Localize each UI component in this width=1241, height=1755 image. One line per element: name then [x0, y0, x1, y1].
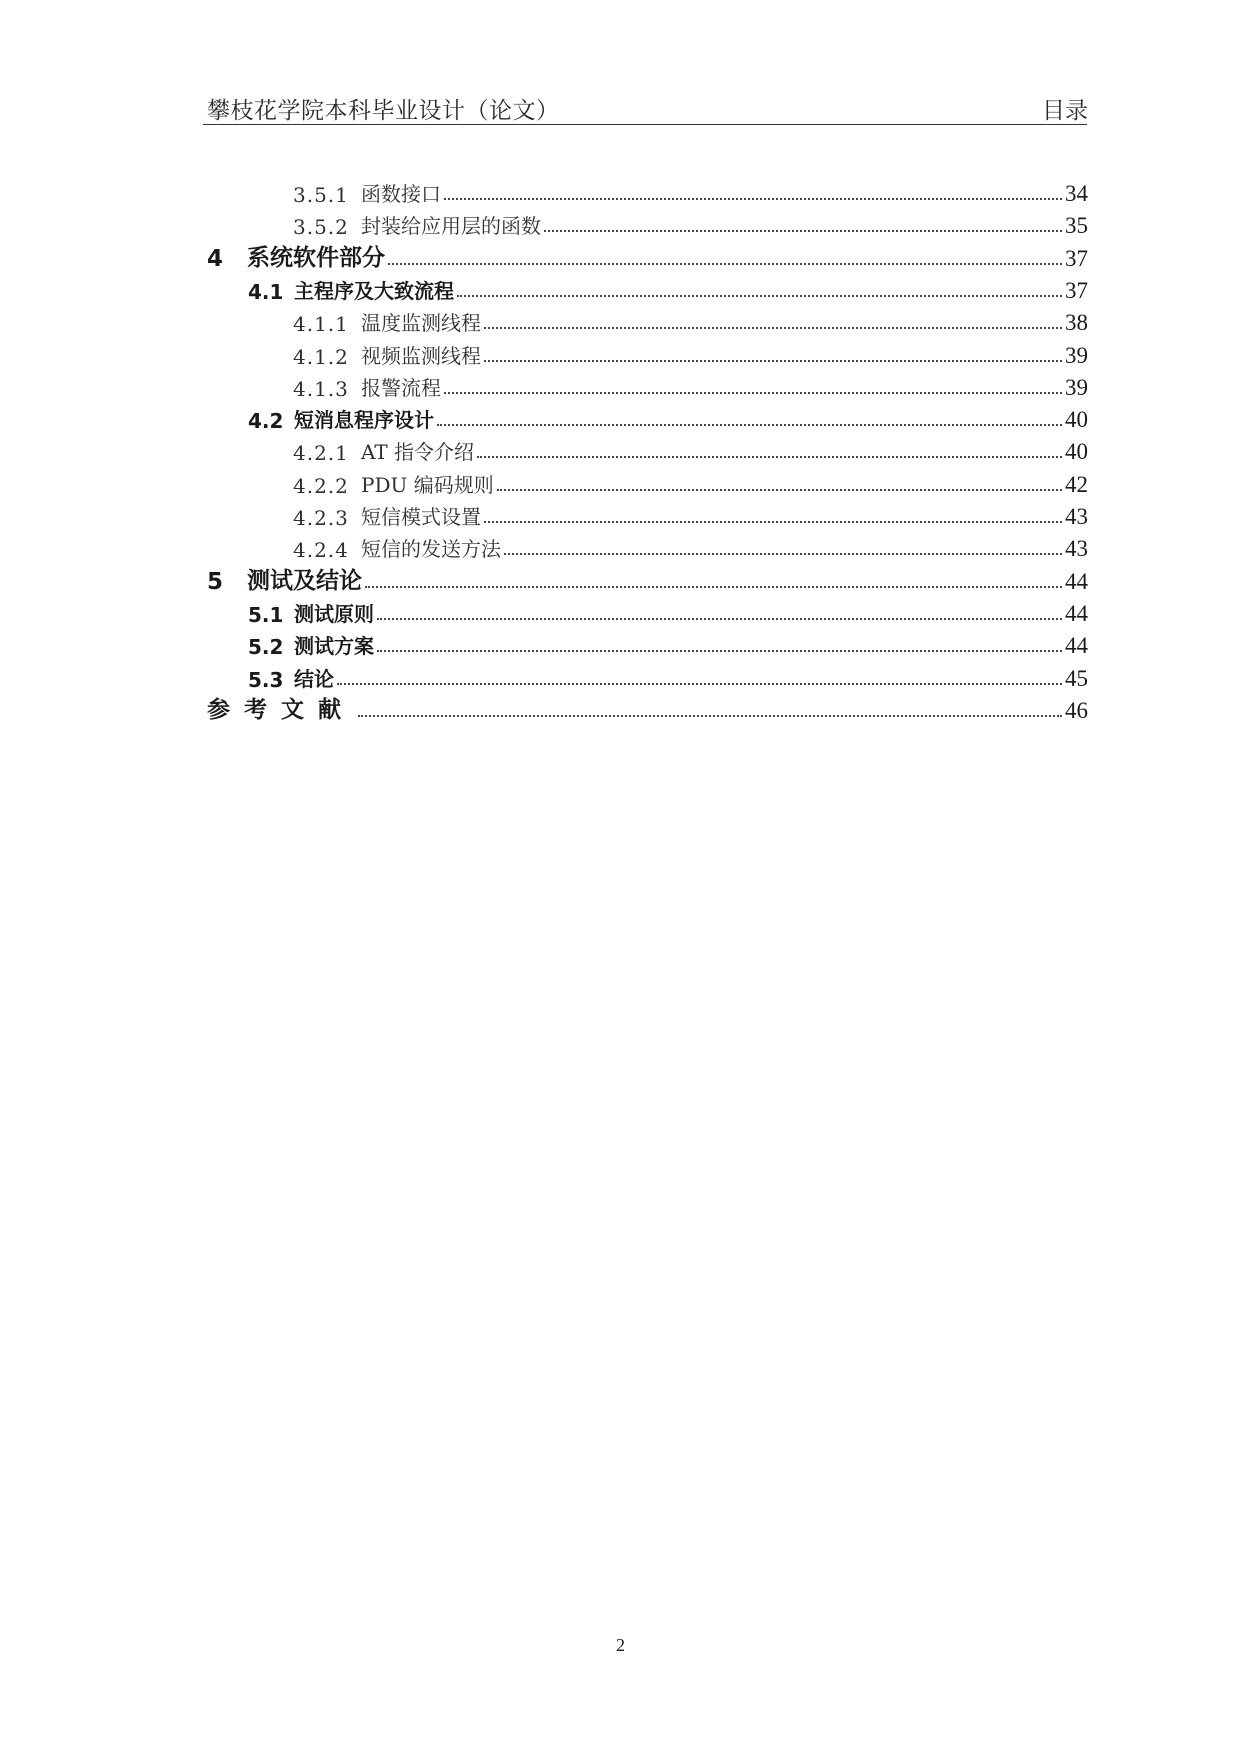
dot-leader [437, 424, 1062, 426]
toc-entry[interactable] [207, 692, 1088, 724]
toc-entry-title: 参考文献 [207, 696, 355, 723]
dot-leader [477, 456, 1062, 458]
toc-entry-number: 5.2 [248, 635, 284, 660]
dot-leader [358, 715, 1062, 717]
toc-entry-number: 5.1 [248, 602, 284, 627]
dot-leader [484, 327, 1062, 329]
toc-entry-title: 温度监测线程 [361, 311, 481, 336]
toc-entry-title: 系统软件部分 [247, 244, 385, 271]
toc-entry[interactable] [293, 304, 1088, 336]
dot-leader [377, 618, 1062, 620]
toc-entry-number: 4.2.2 [293, 473, 349, 498]
document-header-title: 攀枝花学院本科毕业设计（论文） [207, 98, 560, 124]
toc-entry-page: 34 [1065, 181, 1088, 206]
toc-entry-title: 短信的发送方法 [361, 537, 501, 562]
toc-entry-title: 短消息程序设计 [294, 408, 434, 433]
toc-entry-number: 4.2.4 [293, 538, 349, 563]
toc-entry-title: 短信模式设置 [361, 505, 481, 529]
page-number: 2 [616, 1635, 625, 1655]
toc-entry-page: 44 [1065, 633, 1088, 659]
toc-entry[interactable] [293, 337, 1088, 369]
toc-entry-page: 37 [1065, 245, 1088, 271]
toc-entry-page: 46 [1065, 697, 1088, 723]
toc-entry-title: 视频监测线程 [361, 343, 481, 368]
toc-entry-number: 4.1.2 [293, 344, 349, 369]
dot-leader [484, 360, 1062, 362]
toc-entry[interactable] [207, 240, 1088, 272]
dot-leader [388, 263, 1062, 265]
toc-entry-title: 主程序及大致流程 [294, 278, 454, 303]
toc-entry-title: PDU 编码规则 [361, 472, 494, 497]
toc-entry-title: 测试方案 [294, 634, 374, 659]
toc-entry-title: 函数接口 [361, 182, 441, 206]
dot-leader [365, 586, 1062, 588]
dot-leader [444, 198, 1062, 200]
toc-entry-title: 报警流程 [361, 375, 441, 400]
toc-entry-page: 43 [1065, 504, 1088, 529]
toc-entry-page: 39 [1065, 374, 1088, 400]
toc-entry-page: 37 [1065, 277, 1088, 303]
toc-entry-title: 封装给应用层的函数 [361, 214, 541, 239]
toc-entry[interactable] [248, 627, 1088, 659]
toc-entry[interactable] [293, 433, 1088, 465]
dot-leader [504, 553, 1062, 555]
toc-entry-page: 42 [1065, 471, 1088, 497]
dot-leader [497, 489, 1062, 491]
toc-entry[interactable] [293, 530, 1088, 562]
dot-leader [337, 683, 1062, 685]
toc-entry-number: 4.2.1 [293, 441, 349, 466]
dot-leader [457, 295, 1062, 297]
toc-entry-title: 结论 [294, 666, 334, 691]
dot-leader [484, 521, 1062, 523]
toc-entry[interactable] [293, 498, 1088, 530]
dot-leader [444, 392, 1062, 394]
toc-entry-page: 35 [1065, 213, 1088, 239]
toc-entry-page: 38 [1065, 310, 1088, 336]
document-header-section: 目录 [1042, 98, 1088, 124]
toc-entry-number: 4.1.1 [293, 312, 349, 337]
toc-entry[interactable] [207, 563, 1088, 595]
toc-entry[interactable] [248, 595, 1088, 627]
toc-entry-title: AT 指令介绍 [361, 440, 475, 465]
toc-entry-number: 4.2 [248, 409, 284, 434]
toc-entry-page: 43 [1065, 536, 1088, 562]
toc-entry[interactable] [248, 272, 1088, 304]
toc-entry-number: 4 [207, 245, 224, 272]
toc-entry[interactable] [293, 207, 1088, 239]
toc-entry-number: 5 [207, 568, 224, 595]
toc-entry[interactable] [248, 660, 1088, 692]
toc-entry-number: 3.5.1 [293, 183, 349, 207]
toc-entry-number: 4.2.3 [293, 506, 349, 530]
toc-entry-title: 测试原则 [294, 601, 374, 626]
toc-entry-page: 39 [1065, 342, 1088, 368]
toc-entry-page: 40 [1065, 439, 1088, 465]
toc-entry-title: 测试及结论 [247, 567, 362, 594]
toc-entry-number: 4.1.3 [293, 376, 349, 401]
toc-entry-page: 44 [1065, 568, 1088, 594]
dot-leader [377, 650, 1062, 652]
toc-entry-number: 5.3 [248, 667, 284, 692]
toc-entry-number: 4.1 [248, 279, 284, 304]
toc-entry[interactable] [293, 466, 1088, 498]
toc-entry-page: 44 [1065, 600, 1088, 626]
toc-entry-page: 40 [1065, 407, 1088, 433]
toc-entry-number: 3.5.2 [293, 215, 349, 240]
toc-entry[interactable] [293, 175, 1088, 207]
toc-entry-page: 45 [1065, 665, 1088, 691]
dot-leader [544, 230, 1062, 232]
toc-entry[interactable] [293, 369, 1088, 401]
toc-entry[interactable] [248, 401, 1088, 433]
header-divider [203, 124, 1087, 125]
